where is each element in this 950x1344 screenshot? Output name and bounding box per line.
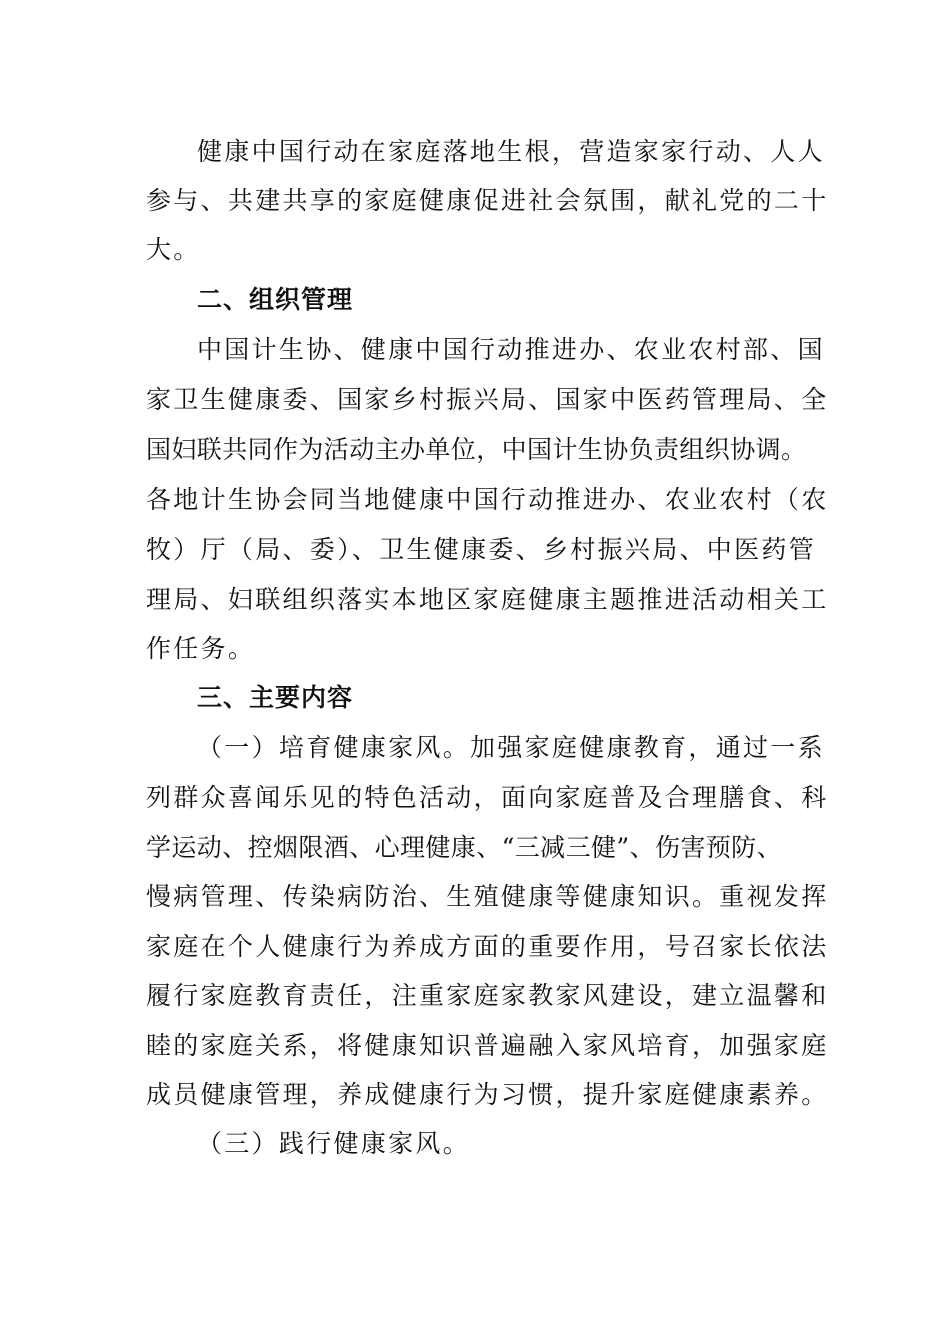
paragraph-line: 学运动、控烟限酒、心理健康、“三减三健”、伤害预防、 (146, 833, 782, 862)
paragraph-line: 牧）厅（局、委）、卫生健康委、乡村振兴局、中医药管 (146, 535, 817, 564)
section-heading-main-content: 三、主要内容 (197, 683, 354, 712)
paragraph-line: 中国计生协、健康中国行动推进办、农业农村部、国 (197, 335, 825, 364)
paragraph-line: 健康中国行动在家庭落地生根，营造家家行动、人人 (197, 137, 825, 166)
section-heading-organization: 二、组织管理 (197, 285, 354, 314)
paragraph-line: 各地计生协会同当地健康中国行动推进办、农业农村（农 (146, 485, 829, 514)
paragraph-line: 睦的家庭关系，将健康知识普遍融入家风培育，加强家庭 (146, 1031, 829, 1060)
paragraph-line: 参与、共建共享的家庭健康促进社会氛围，献礼党的二十 (146, 186, 829, 215)
subsection-title: （三）践行健康家风。 (197, 1129, 471, 1158)
paragraph-line: 家庭在个人健康行为养成方面的重要作用，号召家长依法 (146, 932, 829, 961)
paragraph-line: 慢病管理、传染病防治、生殖健康等健康知识。重视发挥 (146, 882, 829, 911)
paragraph-line: 履行家庭教育责任，注重家庭家教家风建设，建立温馨和 (146, 981, 829, 1010)
paragraph-line: （一）培育健康家风。加强家庭健康教育，通过一系 (197, 733, 825, 762)
paragraph-line: 列群众喜闻乐见的特色活动，面向家庭普及合理膳食、科 (146, 783, 829, 812)
paragraph-line: 国妇联共同作为活动主办单位，中国计生协负责组织协调。 (146, 435, 807, 464)
paragraph-line: 家卫生健康委、国家乡村振兴局、国家中医药管理局、全 (146, 385, 829, 414)
paragraph-line: 大。 (146, 235, 201, 264)
paragraph-line: 理局、妇联组织落实本地区家庭健康主题推进活动相关工 (146, 585, 829, 614)
paragraph-line: 作任务。 (146, 634, 256, 663)
paragraph-line: 成员健康管理，养成健康行为习惯，提升家庭健康素养。 (146, 1080, 829, 1109)
